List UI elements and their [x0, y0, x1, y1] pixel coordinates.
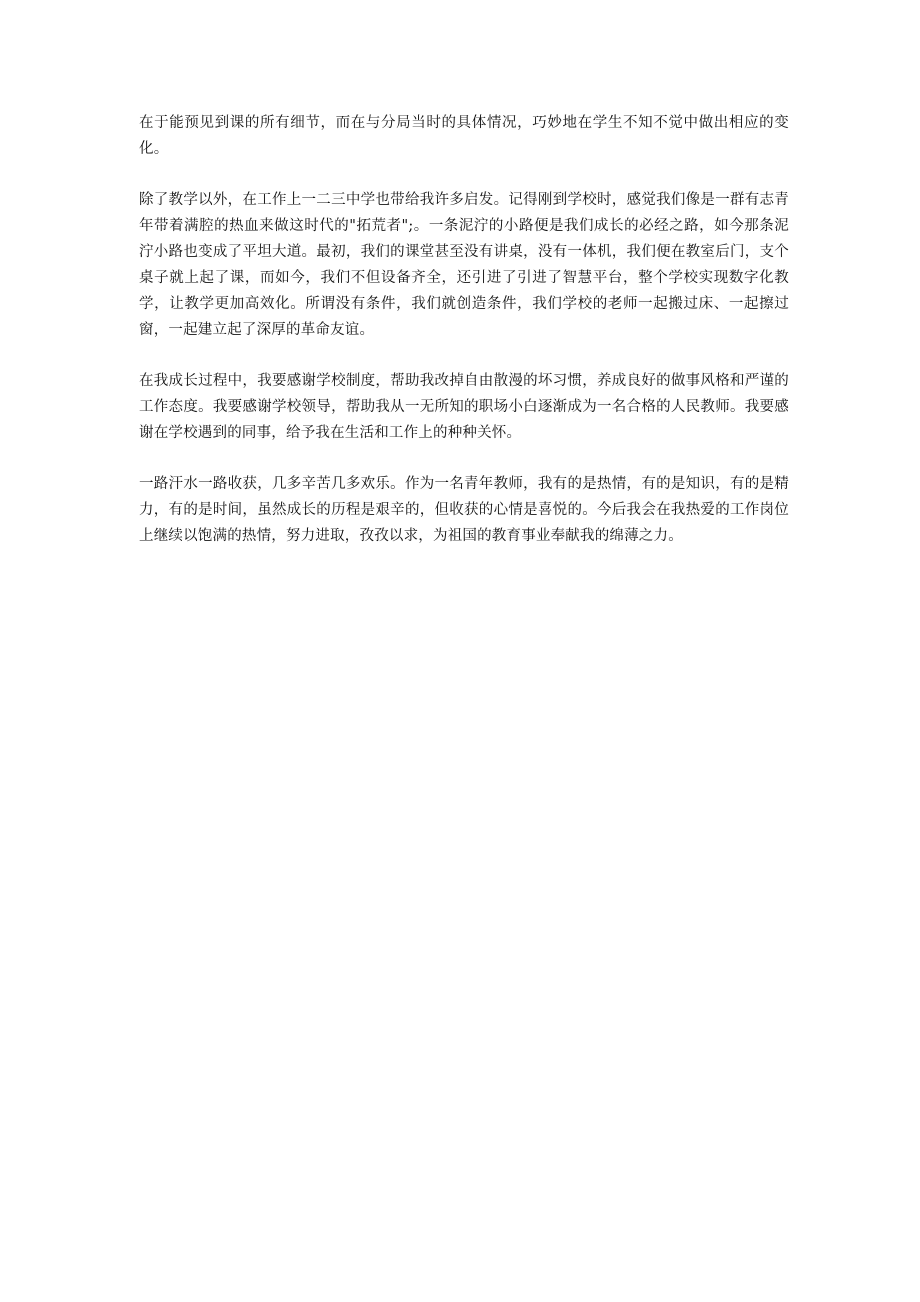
- document-body: [139, 110, 789, 574]
- paragraph-4: 一路汗水一路收获，几多辛苦几多欢乐。作为一名青年教师，我有的是热情，有的是知识，有的是精力，有的是时间，虽然成长的历程是艰辛的，但收获的心情是喜悦的。今后我会在我热爱的工作岗位上继续以饱满的热情，努力进取，孜孜以求，为祖国的教育事业奉献我的绵薄之力。: [139, 476, 789, 544]
- paragraph-3: 在我成长过程中，我要感谢学校制度，帮助我改掉自由散漫的坏习惯，养成良好的做事风格和严谨的工作态度。我要感谢学校领导，帮助我从一无所知的职场小白逐渐成为一名合格的人民教师。我要感谢在学校遇到的同事，给予我在生活和工作上的种种关怀。: [139, 373, 789, 441]
- paragraph-2: 除了教学以外，在工作上一二三中学也带给我许多启发。记得刚到学校时，感觉我们像是一群有志青年带着满腔的热血来做这时代的"拓荒者";。一条泥泞的小路便是我们成长的必经之路，如今那条泥泞小路也变成了平坦大道。最初，我们的课堂甚至没有讲桌，没有一体机，我们便在教室后门，支个桌子就上起了课，而如今，我们不但设备齐全，还引进了引进了智慧平台，整个学校实现数字化教学，让教学更加高效化。所谓没有条件，我们就创造条件，我们学校的老师一起搬过床、一起擦过窗，一起建立起了深厚的革命友谊。: [139, 192, 789, 338]
- paragraph-1: 在于能预见到课的所有细节，而在与分局当时的具体情况，巧妙地在学生不知不觉中做出相应的变化。: [139, 115, 789, 157]
